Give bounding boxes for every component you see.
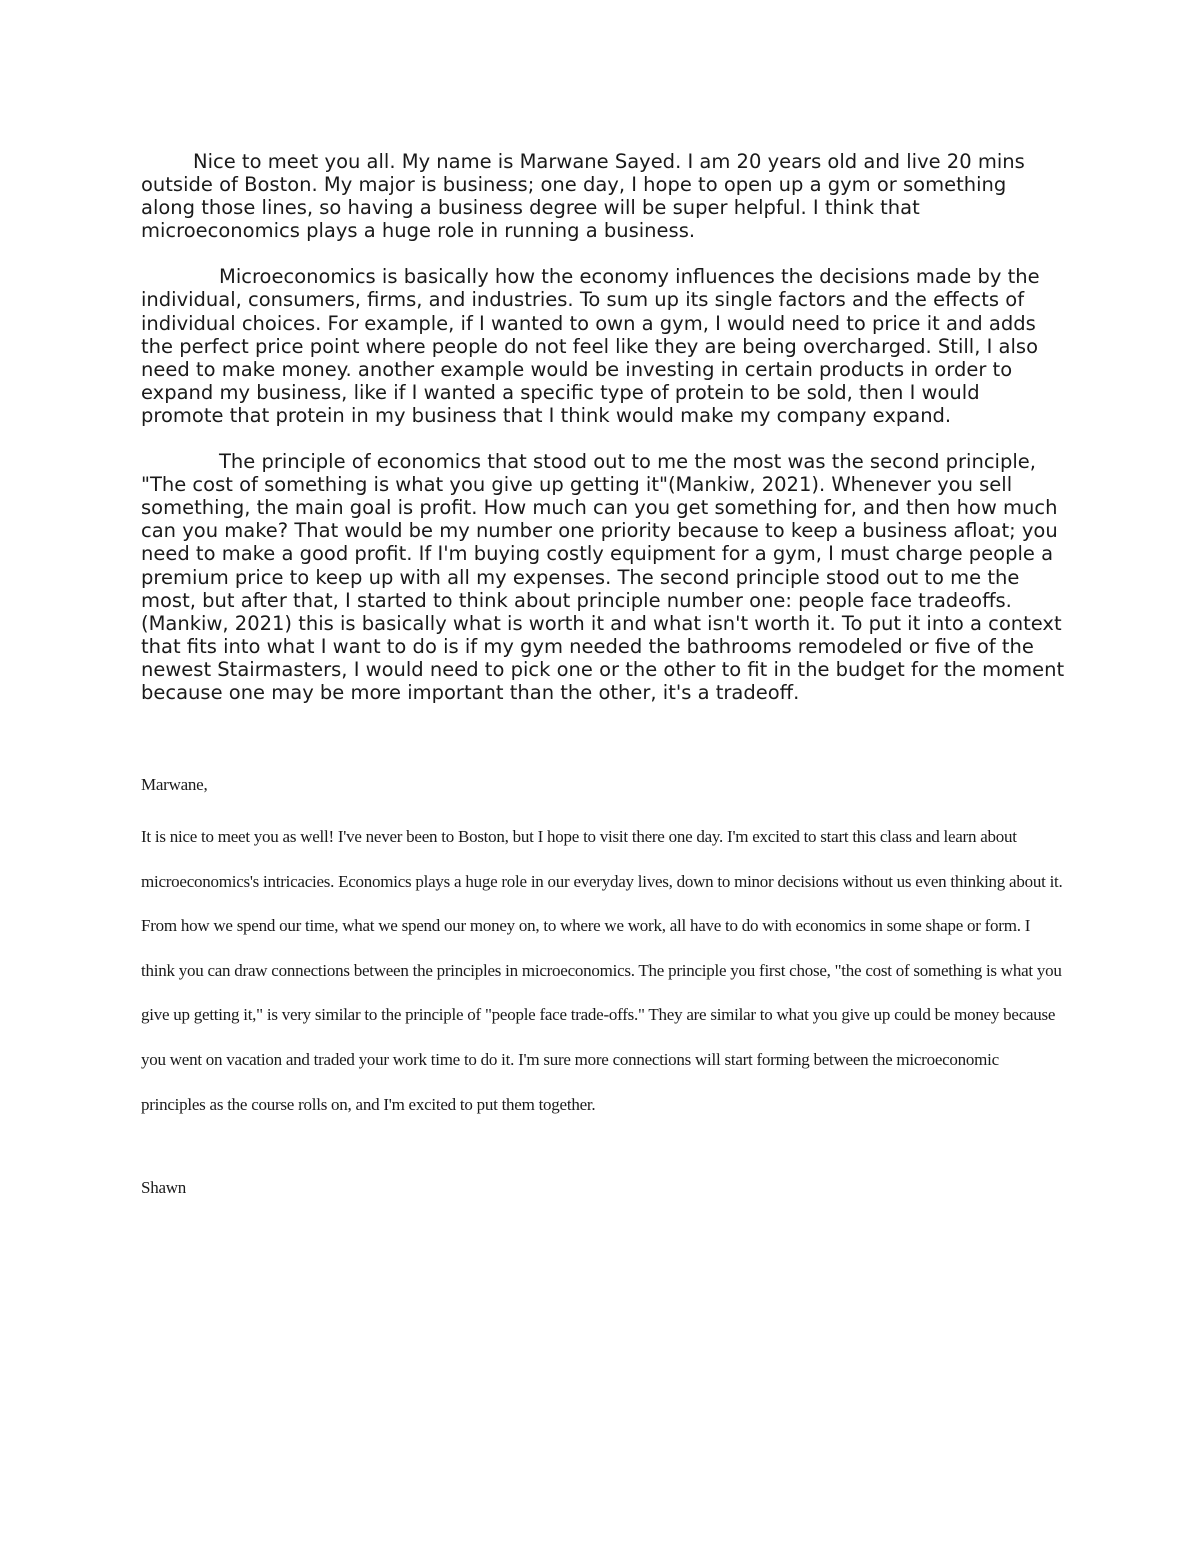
reply-salutation: Marwane, xyxy=(141,775,208,794)
intro-paragraph: Nice to meet you all. My name is Marwane Sayed. I am 20 years old and live 20 mins outside of Boston. My major is business; one day, I hope to open up a gym or something along those lines, so having a business degree will be super helpful. I think that microeconomics plays a huge role in running a business. xyxy=(141,150,1025,243)
principle-paragraph: The principle of economics that stood out to me the most was the second principle, "The cost of something is what you give up getting it"(Mankiw, 2021). Whenever you sell something, the main goal is profit. How much can you get something for, and then how much can you make? That would be my number one priority because to keep a business afloat; you need to make a good profit. If I'm buying costly equipment for a gym, I must charge people a premium price to keep up with all my expenses. The second principle stood out to me the most, but after that, I started to think about principle number one: people face tradeoffs. (Mankiw, 2021) this is basically what is worth it and what isn't worth it. To put it into a context that fits into what I want to do is if my gym needed the bathrooms remodeled or five of the newest Stairmasters, I would need to pick one or the other to fit in the budget for the moment because one may be more important than the other, it's a tradeoff. xyxy=(141,450,1065,704)
microeconomics-paragraph: Microeconomics is basically how the economy influences the decisions made by the individual, consumers, firms, and industries. To sum up its single factors and the effects of individual choices. For example, if I wanted to own a gym, I would need to price it and adds the perfect price point where people do not feel like they are being overcharged. Still, I also need to make money. another example would be investing in certain products in order to expand my business, like if I wanted a specific type of protein to be sold, then I would promote that protein in my business that I think would make my company expand. xyxy=(141,265,1040,427)
discussion-post xyxy=(141,150,1066,704)
reply-signoff: Shawn xyxy=(141,1178,187,1197)
reply-body: It is nice to meet you as well! I've never been to Boston, but I hope to visit there one day. I'm excited to start this class and learn about microeconomics's intricacies. Economics plays a huge role in our everyday lives, down to minor decisions without us even thinking about it. From how we spend our time, what we spend our money on, to where we work, all have to do with economics in some shape or form. I think you can draw connections between the principles in microeconomics. The principle you first chose, "the cost of something is what you give up getting it," is very similar to the principle of "people face trade-offs." They are similar to what you give up could be money because you went on vacation and traded your work time to do it. I'm sure more connections will start forming between the microeconomic principles as the course rolls on, and I'm excited to put them together. xyxy=(141,827,1063,1114)
